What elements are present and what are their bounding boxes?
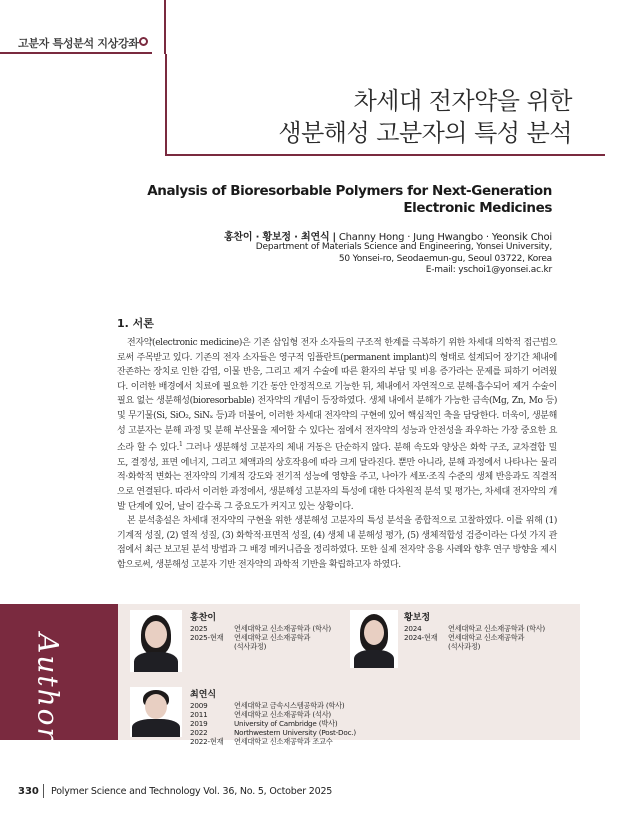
author-career <box>404 624 545 651</box>
author-name: 최연식 <box>190 690 217 700</box>
paragraph: 본 분석총설은 차세대 전자약의 구현을 위한 생분해성 고분자의 특성 분석을 종합적으로 고찰하였다. 이를 위해 (1) 기계적 성질, (2) 열적 성질, (3) 화학적·표면적 성질, (4) 생체 내 분해성 평가, (5) 생체적합성 검증이라는 다섯 가지 관점에서 최근 보고된 분석 방법과 그 배경 메커니즘을 정리하였다. 또한 실제 전자약 응용 사례와 향후 연구 방향을 제시함으로써, 생분해성 고분자 기반 전자약의 과학적 기반을 확립하고자 하였다. <box>117 516 557 570</box>
author-email: E-mail: yschoi1@yonsei.ac.kr <box>425 265 552 275</box>
author-name: 홍찬이 <box>190 613 217 623</box>
reference-1: 1 <box>179 441 183 449</box>
korean-title <box>278 85 572 149</box>
career-row: 2024 연세대학교 신소재공학과 (학사) <box>404 624 546 633</box>
footer-divider <box>43 784 44 798</box>
affiliation <box>256 242 552 277</box>
author-separator: | <box>332 232 336 243</box>
affiliation-line1: Department of Materials Science and Engineering, Yonsei University, <box>255 242 552 252</box>
author-career <box>190 701 356 746</box>
english-title <box>147 183 552 217</box>
english-title-line1: Analysis of Bioresorbable Polymers for Next-Generation <box>147 183 552 199</box>
korean-title-line1: 차세대 전자약을 위한 <box>353 87 572 115</box>
affiliation-line2: 50 Yonsei-ro, Seodaemun-gu, Seoul 03722, Korea <box>338 253 552 264</box>
page-number: 330 <box>18 786 39 797</box>
paragraph1-text: 전자약(electronic medicine)은 기존 삽입형 전자 소자들의 구조적 한계를 극복하기 위한 차세대 의학적 접근법으로써 주목받고 있다. 기존의 전자 소자들은 영구적 임플란트(permanent implant)의 형태로 설계되어 장기간 체내에 잔존하는 장치로 인한 감염, 이물 반응, 그리고 제거 수술에 따른 환자의 부담 및 비용 증가라는 문제를 피하기 어려웠다. 이러한 배경에서 치료에 필요한 기간 동안 안정적으로 기능한 뒤, 체내에서 자연적으로 분해·흡수되어 제거 수술이 필요 없는 생분해성(bioresorbable) 전자약의 개념이 등장하였다. 생체 내에서 분해가 가능한 금속(Mg, Zn, Mo 등) 및 무기물(Si, SiO₂, SiNₓ 등)과 더불어, 이러한 차세대 전자약의 구현에 있어 핵심적인 축을 담당한다. 더욱이, 생분해성 고분자는 분해 과정 및 분해 부산물을 제어할 수 있다는 점에서 전자약의 성능과 안전성을 좌우하는 가장 중요한 요소라 할 수 있다. <box>117 338 557 454</box>
career-row: 2025-현재 연세대학교 신소재공학과 <box>190 633 311 642</box>
series-label: 고분자 특성분석 지상강좌 <box>18 37 139 50</box>
career-row: 2019 University of Cambridge (박사) <box>190 719 338 728</box>
career-row: 2025 연세대학교 신소재공학과 (학사) <box>190 624 332 633</box>
career-row: 2022-현재 연세대학교 신소재공학과 조교수 <box>190 737 333 746</box>
author-photo-hwangbo <box>350 610 398 668</box>
journal-citation: Polymer Science and Technology Vol. 36, No. 5, October 2025 <box>51 786 333 797</box>
korean-title-line2: 생분해성 고분자의 특성 분석 <box>278 119 572 147</box>
author-name: 황보정 <box>404 613 431 623</box>
author-names-korean: 홍찬이 · 황보정 · 최연식 <box>223 232 330 243</box>
paragraph <box>117 336 557 514</box>
career-row: (석사과정) <box>234 642 267 651</box>
author-career <box>190 624 331 651</box>
circle-bullet-icon <box>139 37 148 46</box>
paragraph1b-text: 그러나 생분해성 고분자의 체내 거동은 단순하지 않다. 분해 속도와 양상은 화학 구조, 교차결합 밀도, 결정성, 표면 에너지, 그리고 체액과의 상호작용에 따라 크게 달라진다. 뿐만 아니라, 분해 과정에서 나타나는 물리적·화학적 변화는 전자약의 기계적 강도와 전기적 성능에 영향을 주고, 나아가 세포·조직 수준의 생체 반응과도 직결적으로 연결된다. 따라서 이러한 과정에서, 생분해성 고분자의 특성에 대한 다차원적 분석 및 평가는, 차세대 전자약의 개발 단계에 있어, 날이 갈수록 그 중요도가 커지고 있는 상황이다. <box>117 443 558 512</box>
career-row: 2009 연세대학교 금속시스템공학과 (학사) <box>190 701 345 710</box>
career-row: 2011 연세대학교 신소재공학과 (석사) <box>190 710 332 719</box>
body-text <box>117 336 557 573</box>
author-line <box>224 228 552 243</box>
author-vertical-label: Author <box>31 633 65 743</box>
career-row: (석사과정) <box>448 642 481 651</box>
career-row: 2022 Northwestern University (Post-Doc.) <box>190 728 357 737</box>
english-title-line2: Electronic Medicines <box>403 200 552 216</box>
author-photo-choi <box>130 687 182 737</box>
author-photo-hong <box>130 610 182 672</box>
author-names-english: Channy Hong · Jung Hwangbo · Yeonsik Choi <box>338 232 552 243</box>
career-row: 2024-현재 연세대학교 신소재공학과 <box>404 633 525 642</box>
header-vertical-rule <box>164 0 166 54</box>
section-title: 1. 서론 <box>117 317 154 330</box>
